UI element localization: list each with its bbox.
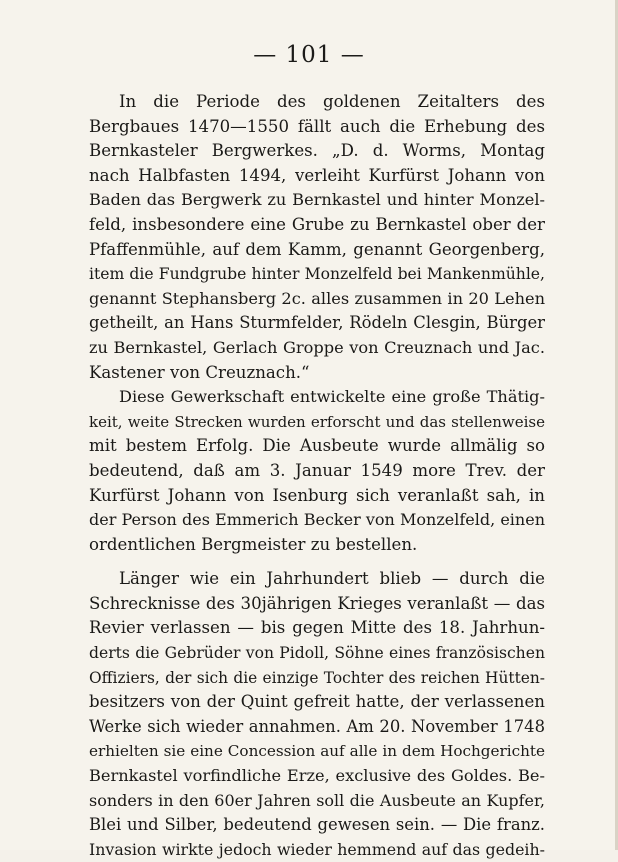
text-line: besitzers von der Quint gefreit hatte, der verlassenen	[89, 692, 545, 712]
text-line: Baden das Bergwerk zu Bernkastel und hinter Monzel-	[89, 190, 545, 210]
page-number: — 101 —	[253, 42, 365, 68]
text-line: item die Fundgrube hinter Monzelfeld bei Mankenmühle,	[89, 265, 545, 284]
text-line: ordentlichen Bergmeister zu bestellen.	[89, 534, 418, 554]
text-line: nach Halbfasten 1494, verleiht Kurfürst Johann von	[89, 165, 545, 185]
paragraph	[89, 385, 545, 557]
text-line: zu Bernkastel, Gerlach Groppe von Creuznach und Jac.	[89, 337, 545, 357]
text-line: derts die Gebrüder von Pidoll, Söhne eines französischen	[89, 644, 545, 663]
text-line: Länger wie ein Jahrhundert blieb — durch die	[119, 569, 545, 589]
text-line: der Person des Emmerich Becker von Monzelfeld, einen	[89, 510, 545, 530]
paragraph	[89, 567, 545, 862]
text-line: Diese Gewerkschaft entwickelte eine große Thätig-	[119, 387, 545, 407]
text-line: feld, insbesondere eine Grube zu Bernkastel ober der	[89, 214, 545, 234]
text-line: Bergbaues 1470—1550 fällt auch die Erhebung des	[89, 116, 545, 136]
text-line: Pfaffenmühle, auf dem Kamm, genannt Georgenberg,	[89, 239, 545, 259]
text-line: sonders in den 60er Jahren soll die Ausbeute an Kupfer,	[89, 790, 545, 810]
text-line: Kurfürst Johann von Isenburg sich veranlaßt sah, in	[89, 485, 545, 505]
paragraph-gap	[89, 557, 545, 567]
paragraph	[89, 90, 545, 385]
text-line: Kastener von Creuznach.“	[89, 362, 310, 382]
text-line: Blei und Silber, bedeutend gewesen sein. — Die franz.	[89, 815, 545, 835]
text-line: Bernkasteler Bergwerkes. „D. d. Worms, Montag	[89, 141, 545, 161]
text-line: getheilt, an Hans Sturmfelder, Rödeln Clesgin, Bürger	[89, 313, 545, 333]
text-line: keit, weite Strecken wurden erforscht und das stellenweise	[89, 412, 545, 431]
text-line: Bernkastel vorfindliche Erze, exclusive des Goldes. Be-	[89, 766, 545, 786]
text-line: Schrecknisse des 30jährigen Krieges veranlaßt — das	[89, 593, 545, 613]
text-line: In die Periode des goldenen Zeitalters des	[119, 92, 545, 111]
text-line: Revier verlassen — bis gegen Mitte des 18. Jahrhun-	[89, 618, 545, 638]
text-line: erhielten sie eine Concession auf alle in dem Hochgerichte	[89, 742, 545, 761]
text-line: genannt Stephansberg 2c. alles zusammen in 20 Lehen	[89, 288, 545, 308]
text-line: Invasion wirkte jedoch wieder hemmend auf das gedeih-	[89, 839, 545, 859]
text-line: Werke sich wieder annahmen. Am 20. November 1748	[89, 716, 545, 736]
text-line: bedeutend, daß am 3. Januar 1549 more Trev. der	[89, 460, 545, 480]
body-text	[89, 90, 545, 862]
text-line: mit bestem Erfolg. Die Ausbeute wurde allmälig so	[89, 436, 545, 456]
text-line: Offiziers, der sich die einzige Tochter des reichen Hütten-	[89, 668, 545, 687]
